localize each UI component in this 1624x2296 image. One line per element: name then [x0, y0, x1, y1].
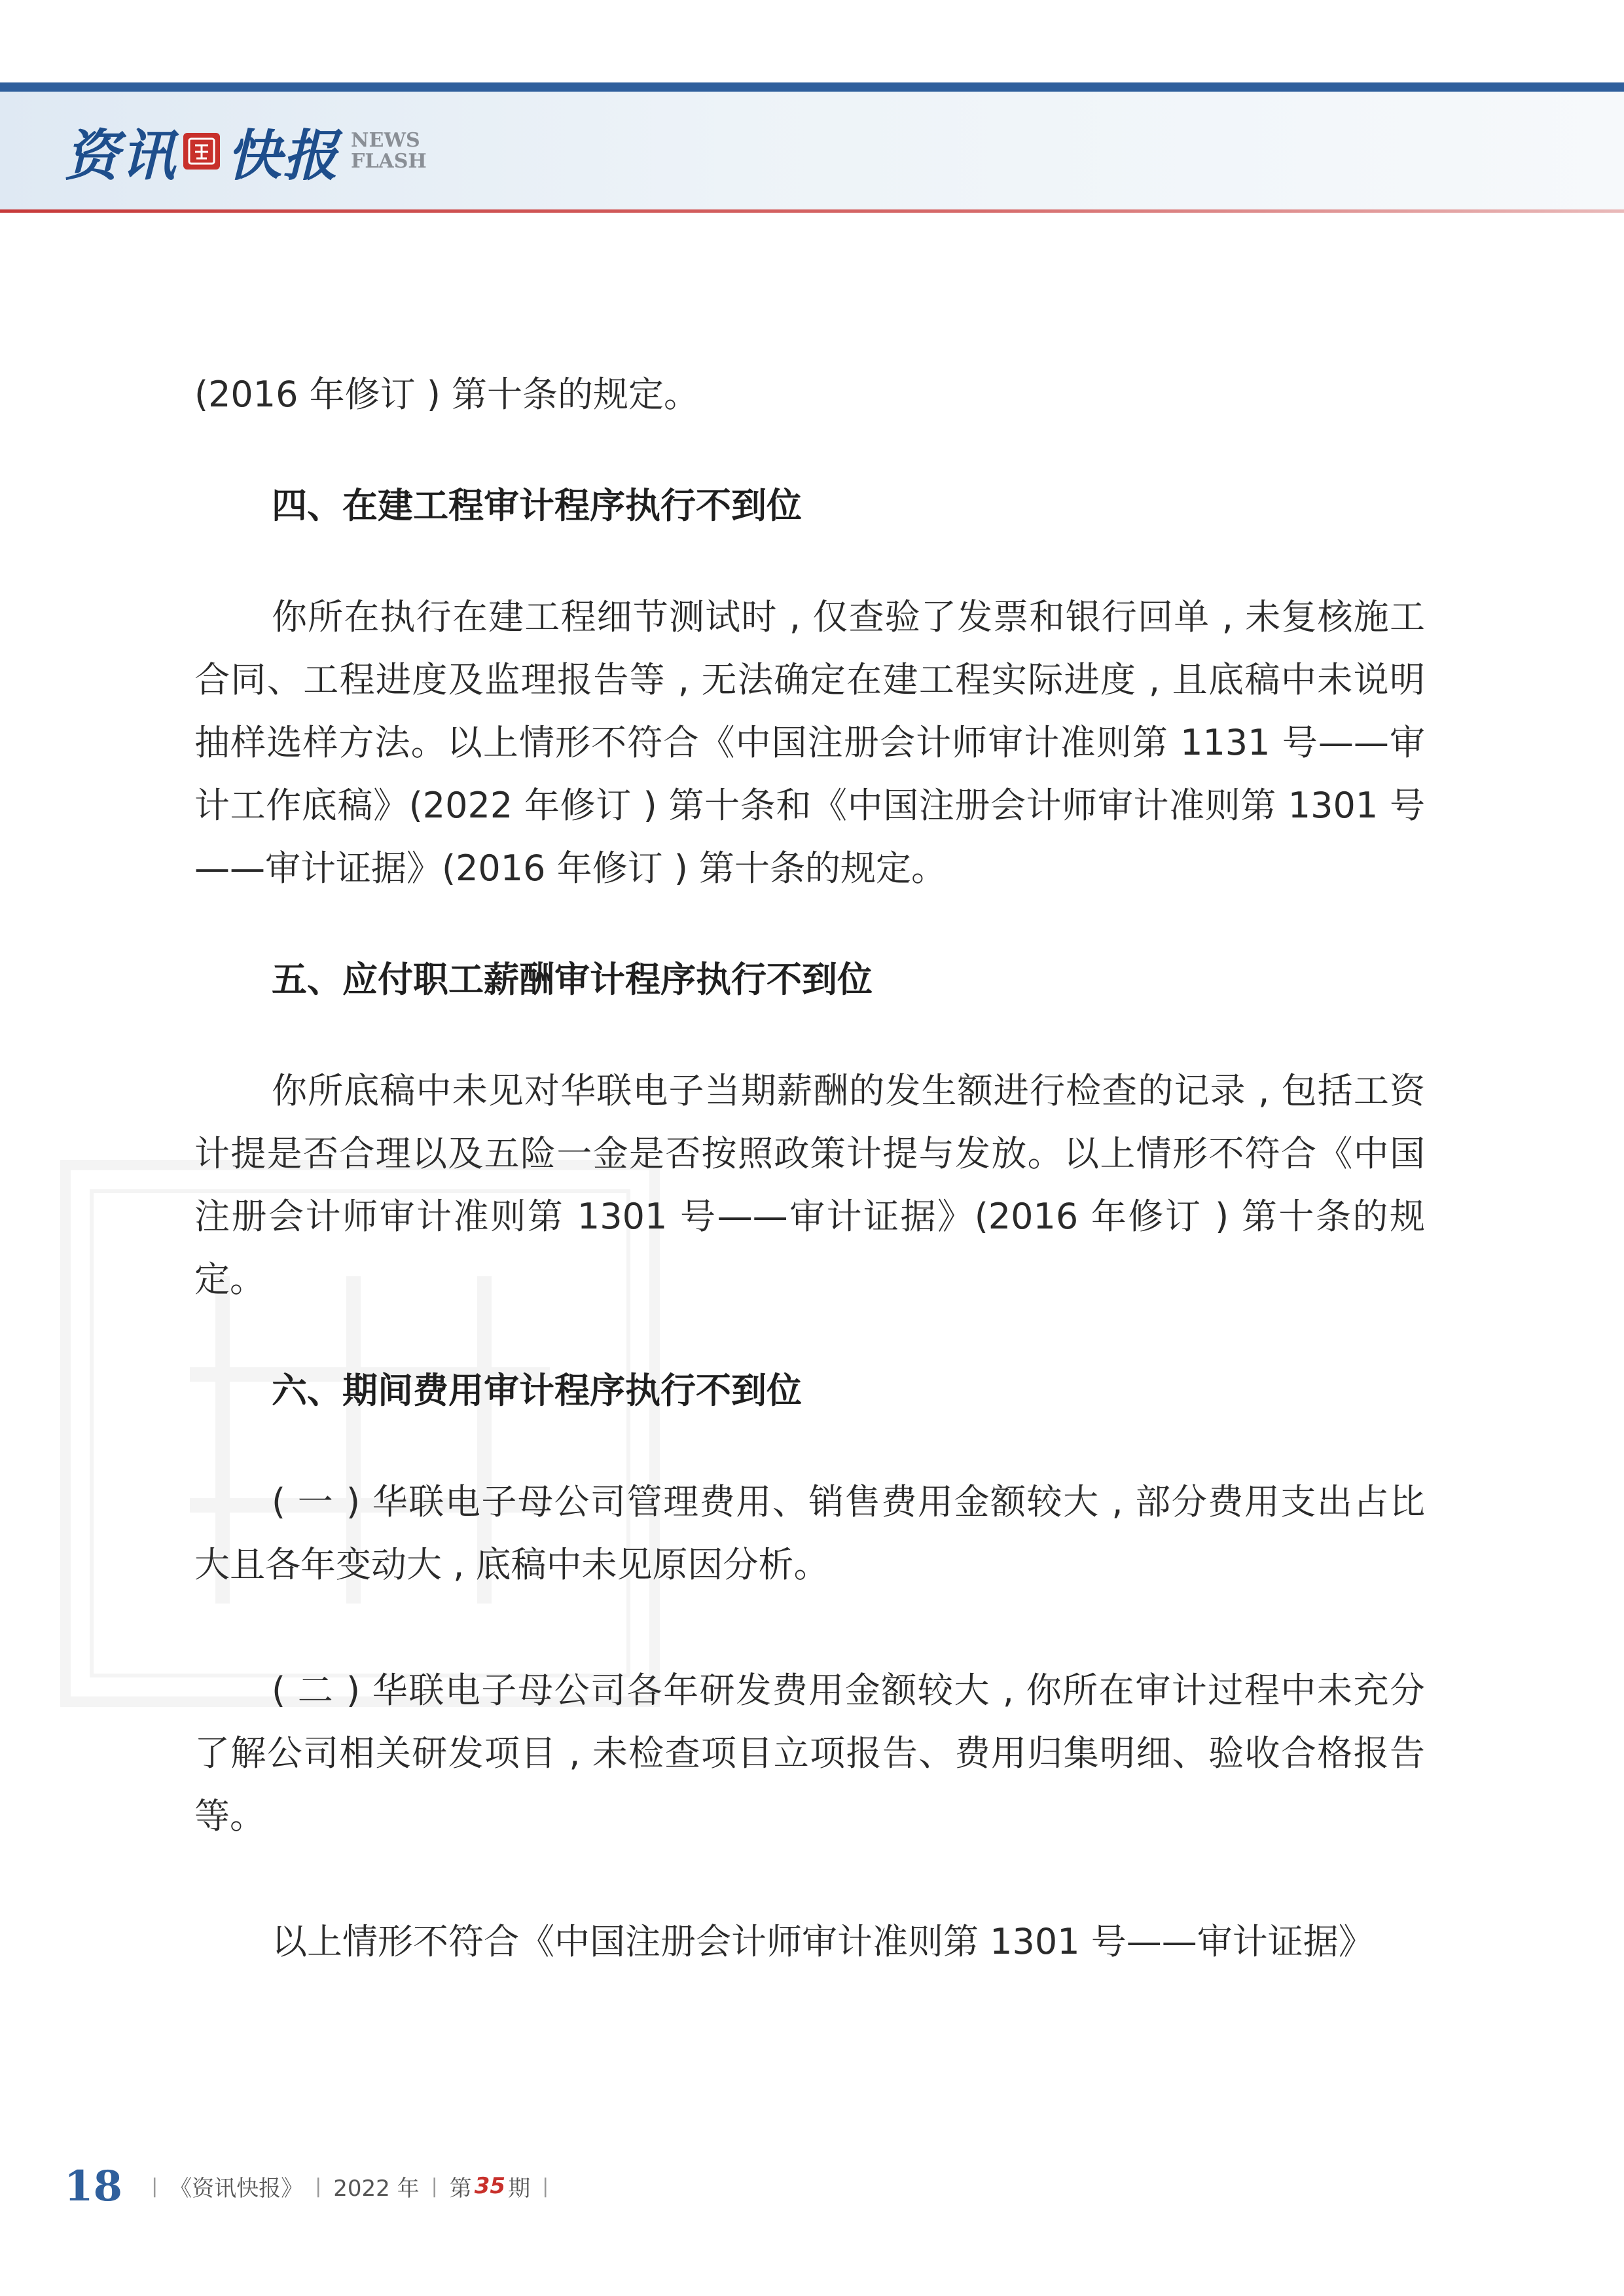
section-heading-4: 四、在建工程审计程序执行不到位: [272, 485, 802, 526]
footer-separator: |: [315, 2174, 322, 2198]
paragraph-conclusion: 以上情形不符合《中国注册会计师审计准则第 1301 号——审计证据》: [272, 1921, 1374, 1962]
publication-name: 《资讯快报》: [170, 2175, 304, 2202]
section-heading-6: 六、期间费用审计程序执行不到位: [272, 1370, 802, 1411]
article-body: [194, 363, 1425, 1973]
logo-text-left: 资讯: [64, 122, 177, 188]
page-footer: [64, 2160, 560, 2212]
logo-english-flash: FLASH: [351, 150, 427, 173]
newsletter-logo: [64, 115, 427, 187]
publication-year: 2022 年: [333, 2175, 420, 2202]
logo-english: [351, 130, 427, 172]
issue-prefix: 第: [449, 2175, 472, 2202]
paragraph-continuation: (2016 年修订 ) 第十条的规定。: [194, 374, 700, 415]
paragraph-section-6-1: ( 一 ) 华联电子母公司管理费用、销售费用金额较大 , 部分费用支出占比大且各年变动大 , 底稿中未见原因分析。: [194, 1481, 1425, 1585]
page-number: 18: [64, 2161, 123, 2211]
footer-separator: |: [431, 2174, 438, 2198]
logo-text-right: 快报: [226, 122, 340, 188]
top-blue-bar: [0, 82, 1624, 92]
paragraph-section-4: 你所在执行在建工程细节测试时 , 仅查验了发票和银行回单 , 未复核施工合同、工程进度及监理报告等 , 无法确定在建工程实际进度 , 且底稿中未说明抽样选样方法。以上情形不符合《中国注册会计师审计准则第 1131 号——审计工作底稿》(2022 年修订 ) 第十条和《中国注册会计师审计准则第 1301 号——审计证据》(2016 年修订 ) 第十条的规定。: [194, 596, 1425, 889]
header-red-line: [0, 209, 1624, 213]
footer-separator: |: [151, 2174, 158, 2198]
paragraph-section-5: 你所底稿中未见对华联电子当期薪酬的发生额进行检查的记录 , 包括工资计提是否合理以及五险一金是否按照政策计提与发放。以上情形不符合《中国注册会计师审计准则第 1301 号——审计证据》(2016 年修订 ) 第十条的规定。: [194, 1070, 1425, 1300]
section-heading-5: 五、应付职工薪酬审计程序执行不到位: [272, 959, 873, 1000]
logo-english-news: NEWS: [351, 129, 420, 152]
footer-separator: |: [542, 2174, 549, 2198]
logo-seal-icon: [183, 133, 220, 170]
issue-number: 35: [474, 2173, 506, 2199]
issue-suffix: 期: [508, 2175, 531, 2202]
paragraph-section-6-2: ( 二 ) 华联电子母公司各年研发费用金额较大 , 你所在审计过程中未充分了解公司相关研发项目 , 未检查项目立项报告、费用归集明细、验收合格报告等。: [194, 1670, 1425, 1837]
